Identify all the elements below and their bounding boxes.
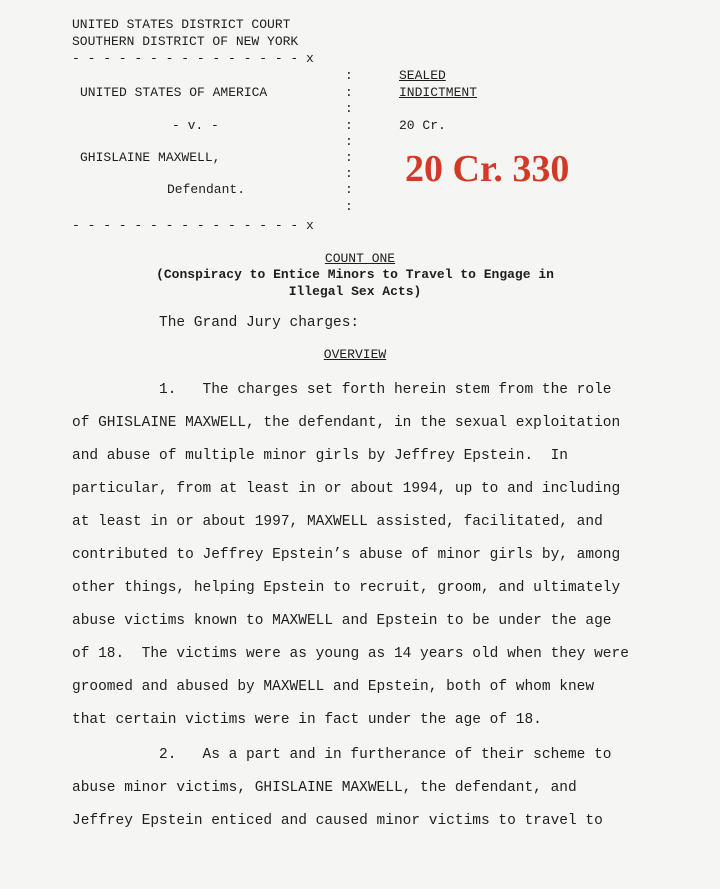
court-name-line1: UNITED STATES DISTRICT COURT <box>72 17 291 32</box>
paragraph-1-line: of GHISLAINE MAXWELL, the defendant, in the sexual exploitation <box>72 415 621 431</box>
paragraph-2-line: Jeffrey Epstein enticed and caused minor victims to travel to <box>72 813 603 829</box>
case-number-prefix: 20 Cr. <box>399 118 446 133</box>
count-subtitle-line1: (Conspiracy to Entice Minors to Travel to Engage in <box>156 267 554 282</box>
defendant-label: Defendant. <box>167 182 246 197</box>
caption-colon: : <box>345 134 353 149</box>
caption-colon: : <box>345 101 353 116</box>
caption-colon: : <box>345 199 353 214</box>
paragraph-1-line: other things, helping Epstein to recruit, groom, and ultimately <box>72 580 621 596</box>
caption-colon: : <box>345 68 353 83</box>
paragraph-1-line: groomed and abused by MAXWELL and Epstein, both of whom knew <box>72 679 595 695</box>
paragraph-2-line: 2. As a part and in furtherance of their scheme to <box>159 747 612 763</box>
section-heading: OVERVIEW <box>323 347 387 362</box>
paragraph-1-line: at least in or about 1997, MAXWELL assisted, facilitated, and <box>72 514 603 530</box>
indictment-label: INDICTMENT <box>399 85 478 100</box>
caption-colon: : <box>345 85 353 100</box>
count-title: COUNT ONE <box>324 251 396 266</box>
caption-top-border: - - - - - - - - - - - - - - - x <box>72 51 314 66</box>
count-subtitle-line2: Illegal Sex Acts) <box>288 284 422 299</box>
caption-colon: : <box>345 166 353 181</box>
caption-colon: : <box>345 182 353 197</box>
grand-jury-intro: The Grand Jury charges: <box>159 315 360 331</box>
caption-colon: : <box>345 118 353 133</box>
versus-label: - v. - <box>172 118 219 133</box>
paragraph-1-line: particular, from at least in or about 1994, up to and including <box>72 481 621 497</box>
paragraph-1-line: 1. The charges set forth herein stem from the role <box>159 382 612 398</box>
paragraph-1-line: contributed to Jeffrey Epstein’s abuse of minor girls by, among <box>72 547 621 563</box>
sealed-label: SEALED <box>399 68 446 83</box>
case-number-stamp: 20 Cr. 330 <box>405 148 570 190</box>
caption-colon: : <box>345 150 353 165</box>
paragraph-1-line: abuse victims known to MAXWELL and Epstein to be under the age <box>72 613 612 629</box>
plaintiff-name: UNITED STATES OF AMERICA <box>80 85 268 100</box>
caption-bottom-border: - - - - - - - - - - - - - - - x <box>72 218 314 233</box>
paragraph-1-line: of 18. The victims were as young as 14 years old when they were <box>72 646 629 662</box>
defendant-name: GHISLAINE MAXWELL, <box>80 150 221 165</box>
paragraph-1-line: and abuse of multiple minor girls by Jeffrey Epstein. In <box>72 448 568 464</box>
paragraph-1-line: that certain victims were in fact under the age of 18. <box>72 712 542 728</box>
court-name-line2: SOUTHERN DISTRICT OF NEW YORK <box>72 34 299 49</box>
paragraph-2-line: abuse minor victims, GHISLAINE MAXWELL, the defendant, and <box>72 780 577 796</box>
